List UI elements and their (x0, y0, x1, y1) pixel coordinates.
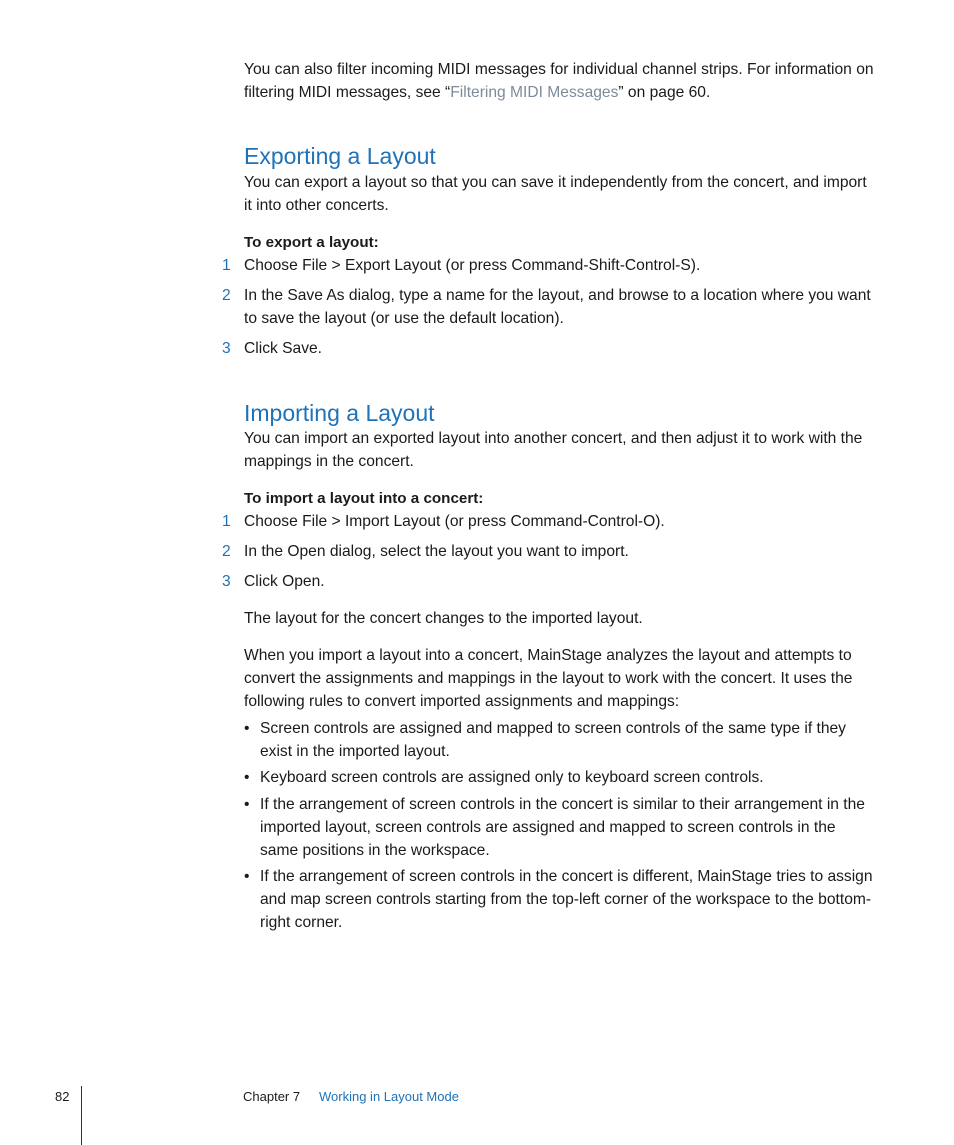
footer-chapter: Chapter 7 (243, 1089, 301, 1104)
filtering-midi-link[interactable]: Filtering MIDI Messages (450, 84, 619, 101)
import-heading: Importing a Layout (244, 400, 435, 426)
export-heading: Exporting a Layout (244, 143, 436, 169)
step-number: 1 (222, 257, 231, 274)
footer-chapter-title[interactable]: Working in Layout Mode (319, 1089, 459, 1104)
bullet-text: Screen controls are assigned and mapped to screen controls of the same type if they exist in the imported layout. (260, 720, 846, 760)
step-number: 1 (222, 513, 231, 530)
import-body: You can import an exported layout into another concert, and then adjust it to work with the mappings in the concert. (244, 430, 863, 470)
page-number: 82 (55, 1089, 70, 1104)
bullet-icon: • (244, 720, 250, 737)
export-step-2 (222, 284, 872, 330)
import-step-1 (222, 510, 872, 533)
bullet-text: Keyboard screen controls are assigned only to keyboard screen controls. (260, 769, 764, 786)
intro-text: You can also filter incoming MIDI messages for individual channel strips. For information on filtering MIDI messages, see “ (244, 61, 874, 101)
step-text: Click Save. (244, 340, 322, 357)
export-task-title: To export a layout: (244, 234, 379, 251)
import-step-2 (222, 540, 872, 563)
intro-paragraph (244, 58, 874, 104)
rule-bullet-3 (244, 793, 874, 862)
step-number: 2 (222, 287, 231, 304)
bullet-text: If the arrangement of screen controls in the concert is different, MainStage tries to assign and map screen controls starting from the top-left corner of the workspace to the bottom-right corner. (260, 868, 873, 931)
rule-bullet-2 (244, 766, 874, 789)
step-text: Choose File > Import Layout (or press Command-Control-O). (244, 513, 665, 530)
rule-bullet-1 (244, 717, 874, 763)
bullet-icon: • (244, 769, 250, 786)
intro-text-after: ” on page 60. (618, 84, 711, 101)
import-step-3 (222, 570, 872, 593)
step-number: 3 (222, 340, 231, 357)
bullet-text: If the arrangement of screen controls in the concert is similar to their arrangement in the imported layout, screen controls are assigned and mapped to screen controls in the same positions in the workspace. (260, 796, 865, 859)
step-number: 2 (222, 543, 231, 560)
export-body: You can export a layout so that you can save it independently from the concert, and import it into other concerts. (244, 174, 867, 214)
step-text: Click Open. (244, 573, 325, 590)
import-result: The layout for the concert changes to the imported layout. (244, 610, 643, 627)
import-rules-intro: When you import a layout into a concert, MainStage analyzes the layout and attempts to convert the assignments and mappings in the layout to work with the concert. It uses the following rules to convert imported assignments and mappings: (244, 647, 853, 710)
export-step-3 (222, 337, 872, 360)
export-step-1 (222, 254, 872, 277)
import-task-title: To import a layout into a concert: (244, 490, 484, 507)
step-text: In the Save As dialog, type a name for the layout, and browse to a location where you want to save the layout (or use the default location). (244, 287, 871, 327)
step-text: In the Open dialog, select the layout you want to import. (244, 543, 629, 560)
rule-bullet-4 (244, 865, 874, 934)
bullet-icon: • (244, 868, 250, 885)
step-number: 3 (222, 573, 231, 590)
bullet-icon: • (244, 796, 250, 813)
footer-divider (81, 1086, 82, 1145)
step-text: Choose File > Export Layout (or press Command-Shift-Control-S). (244, 257, 701, 274)
